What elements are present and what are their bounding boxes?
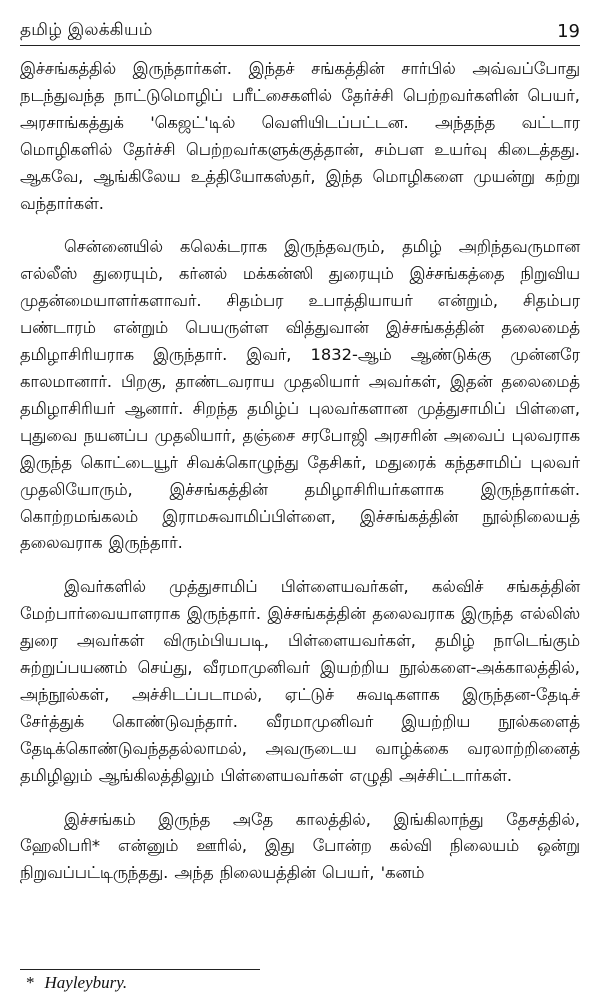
footnote-divider (20, 969, 260, 970)
page-header (20, 6, 580, 46)
paragraph: இச்சங்கம் இருந்த அதே காலத்தில், இங்கிலாந்து தேசத்தில், ஹேலிபரி* என்னும் ஊரில், இது போன்ற கல்வி நிலையம் ஒன்று நிறுவப்பட்டிருந்தது. அந்த நிலையத்தின் பெயர், 'கனம் (20, 809, 580, 883)
paragraph: இவர்களில் முத்துசாமிப் பிள்ளையவர்கள், கல்விச் சங்கத்தின் மேற்பார்வையாளராக இருந்தார். இச்சங்கத்தின் தலைவராக இருந்த எல்லிஸ் துரை அவர்கள் விரும்பியபடி, பிள்ளையவர்கள், தமிழ் நாடெங்கும் சுற்றுப்பயணம் செய்து, வீரமாமுனிவர் இயற்றிய நூல்களை-அக்காலத்தில், அந்நூல்கள், அச்சிடப்படாமல், ஏட்டுச் சுவடிகளாக இருந்தன-தேடிச் சேர்த்துக் கொண்டுவந்தார். வீரமாமுனிவர் இயற்றிய நூல்களைத் தேடிக்கொண்டுவந்ததல்லாமல், அவருடைய வாழ்க்கை வரலாற்றினைத் தமிழிலும் ஆங்கிலத்திலும் பிள்ளையவர்கள் எழுதி அச்சிட்டார்கள். (20, 577, 580, 785)
page-number: 19 (557, 21, 580, 42)
paragraph: சென்னையில் கலெக்டராக இருந்தவரும், தமிழ் அறிந்தவருமான எல்லீஸ் துரையும், கர்னல் மக்கன்ஸி துரையும் இச்சங்கத்தை நிறுவிய முதன்மையாளர்களாவர். சிதம்பர உபாத்தியாயர் என்றும், சிதம்பர பண்டாரம் என்றும் பெயருள்ள வித்துவான் இச்சங்கத்தின் தலைமைத் தமிழாசிரியராக இருந்தார். இவர், 1832-ஆம் ஆண்டுக்கு முன்னரே காலமானார். பிறகு, தாண்டவராய முதலியார் அவர்கள், இதன் தலைமைத் தமிழாசிரியர் ஆனார். சிறந்த தமிழ்ப் புலவர்களான முத்துசாமிப் பிள்ளை, புதுவை நயனப்ப முதலியார், தஞ்சை சரபோஜி அரசரின் அவைப் புலவராக இருந்த கொட்டையூர் சிவக்கொழுந்து தேசிகர், மதுரைக் கந்தசாமிப் புலவர் முதலியோரும், இச்சங்கத்தின் தமிழாசிரியர்களாக இருந்தார்கள். கொற்றமங்கலம் இராமசுவாமிப்பிள்ளை, இச்சங்கத்தின் நூல்நிலையத் தலைவராக இருந்தார். (20, 237, 580, 553)
footnote (26, 973, 127, 993)
footnote-marker: * (26, 973, 35, 992)
running-head: தமிழ் இலக்கியம் (20, 20, 153, 40)
footnote-text: Hayleybury. (44, 973, 128, 992)
body-text (20, 56, 580, 904)
paragraph: இச்சங்கத்தில் இருந்தார்கள். இந்தச் சங்கத்தின் சார்பில் அவ்வப்போது நடந்துவந்த நாட்டுமொழிப் பரீட்சைகளில் தேர்ச்சி பெற்றவர்களின் பெயர், அரசாங்கத்துக் 'கெஜட்'டில் வெளியிடப்பட்டன. அந்தந்த வட்டார மொழிகளில் தேர்ச்சி பெற்றவர்களுக்குத்தான், சம்பள உயர்வு கிடைத்தது. ஆகவே, ஆங்கிலேய உத்தியோகஸ்தர், இந்த மொழிகளை முயன்று கற்று வந்தார்கள். (20, 59, 580, 213)
